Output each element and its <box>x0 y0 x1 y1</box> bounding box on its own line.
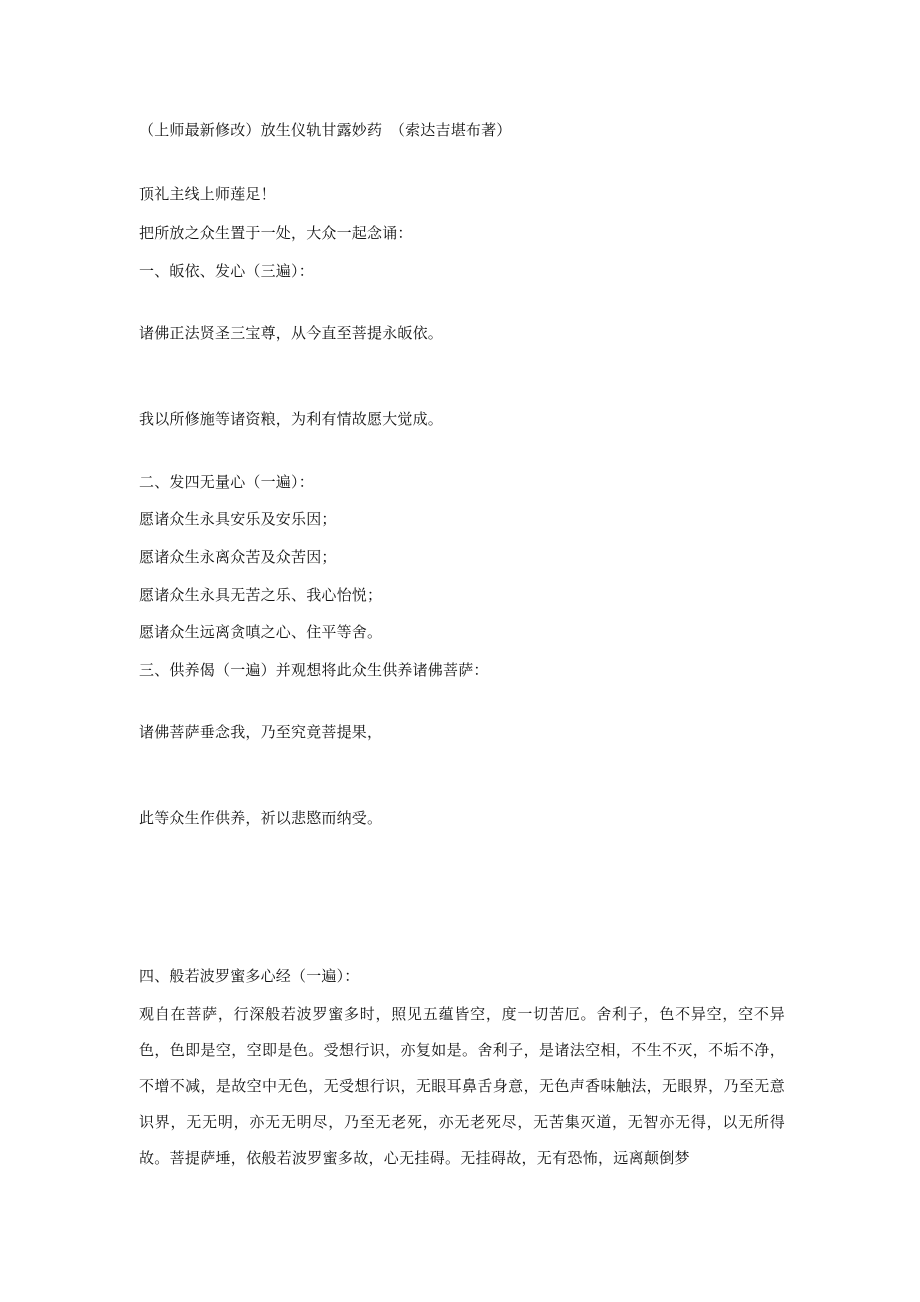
section2-heading: 二、发四无量心（一遍）： <box>139 473 314 491</box>
section1-verse: 诸佛正法贤圣三宝尊，从今直至菩提永皈依。 <box>139 324 444 342</box>
intro-line: 把所放之众生置于一处，大众一起念诵： <box>139 224 413 242</box>
section1-heading: 一、皈依、发心（三遍）： <box>139 262 314 280</box>
document-title: （上师最新修改）放生仪轨甘露妙药 （索达吉堪布著） <box>139 121 512 139</box>
section3-verse: 此等众生作供养，祈以悲愍而纳受。 <box>139 809 383 827</box>
heart-sutra-text: 观自在菩萨，行深般若波罗蜜多时，照见五蕴皆空，度一切苦厄。舍利子，色不异空，空不异色，色即是空，空即是色。受想行识，亦复如是。舍利子，是诸法空相，不生不灭，不垢不净，不增不减，是故空中无色，无受想行识，无眼耳鼻舌身意，无色声香味触法，无眼界，乃至无意识界，无无明，亦无无明尽，乃至无老死，亦无老死尽，无苦集灭道，无智亦无得，以无所得故。菩提萨埵，依般若波罗蜜多故，心无挂碍。无挂碍故，无有恐怖，远离颠倒梦 <box>139 1005 785 1167</box>
section3-verse: 诸佛菩萨垂念我，乃至究竟菩提果， <box>139 723 383 741</box>
section2-line: 愿诸众生永具无苦之乐、我心怡悦； <box>139 586 383 604</box>
section3-heading: 三、供养偈（一遍）并观想将此众生供养诸佛菩萨： <box>139 661 489 679</box>
section4-heading: 四、般若波罗蜜多心经（一遍）： <box>139 967 360 985</box>
section2-line: 愿诸众生远离贪嗔之心、住平等舍。 <box>139 623 383 641</box>
section1-verse: 我以所修施等诸资粮，为利有情故愿大觉成。 <box>139 410 444 428</box>
section2-line: 愿诸众生永离众苦及众苦因； <box>139 548 337 566</box>
section2-line: 愿诸众生永具安乐及安乐因； <box>139 510 337 528</box>
homage-line: 顶礼主线上师莲足！ <box>139 185 276 203</box>
